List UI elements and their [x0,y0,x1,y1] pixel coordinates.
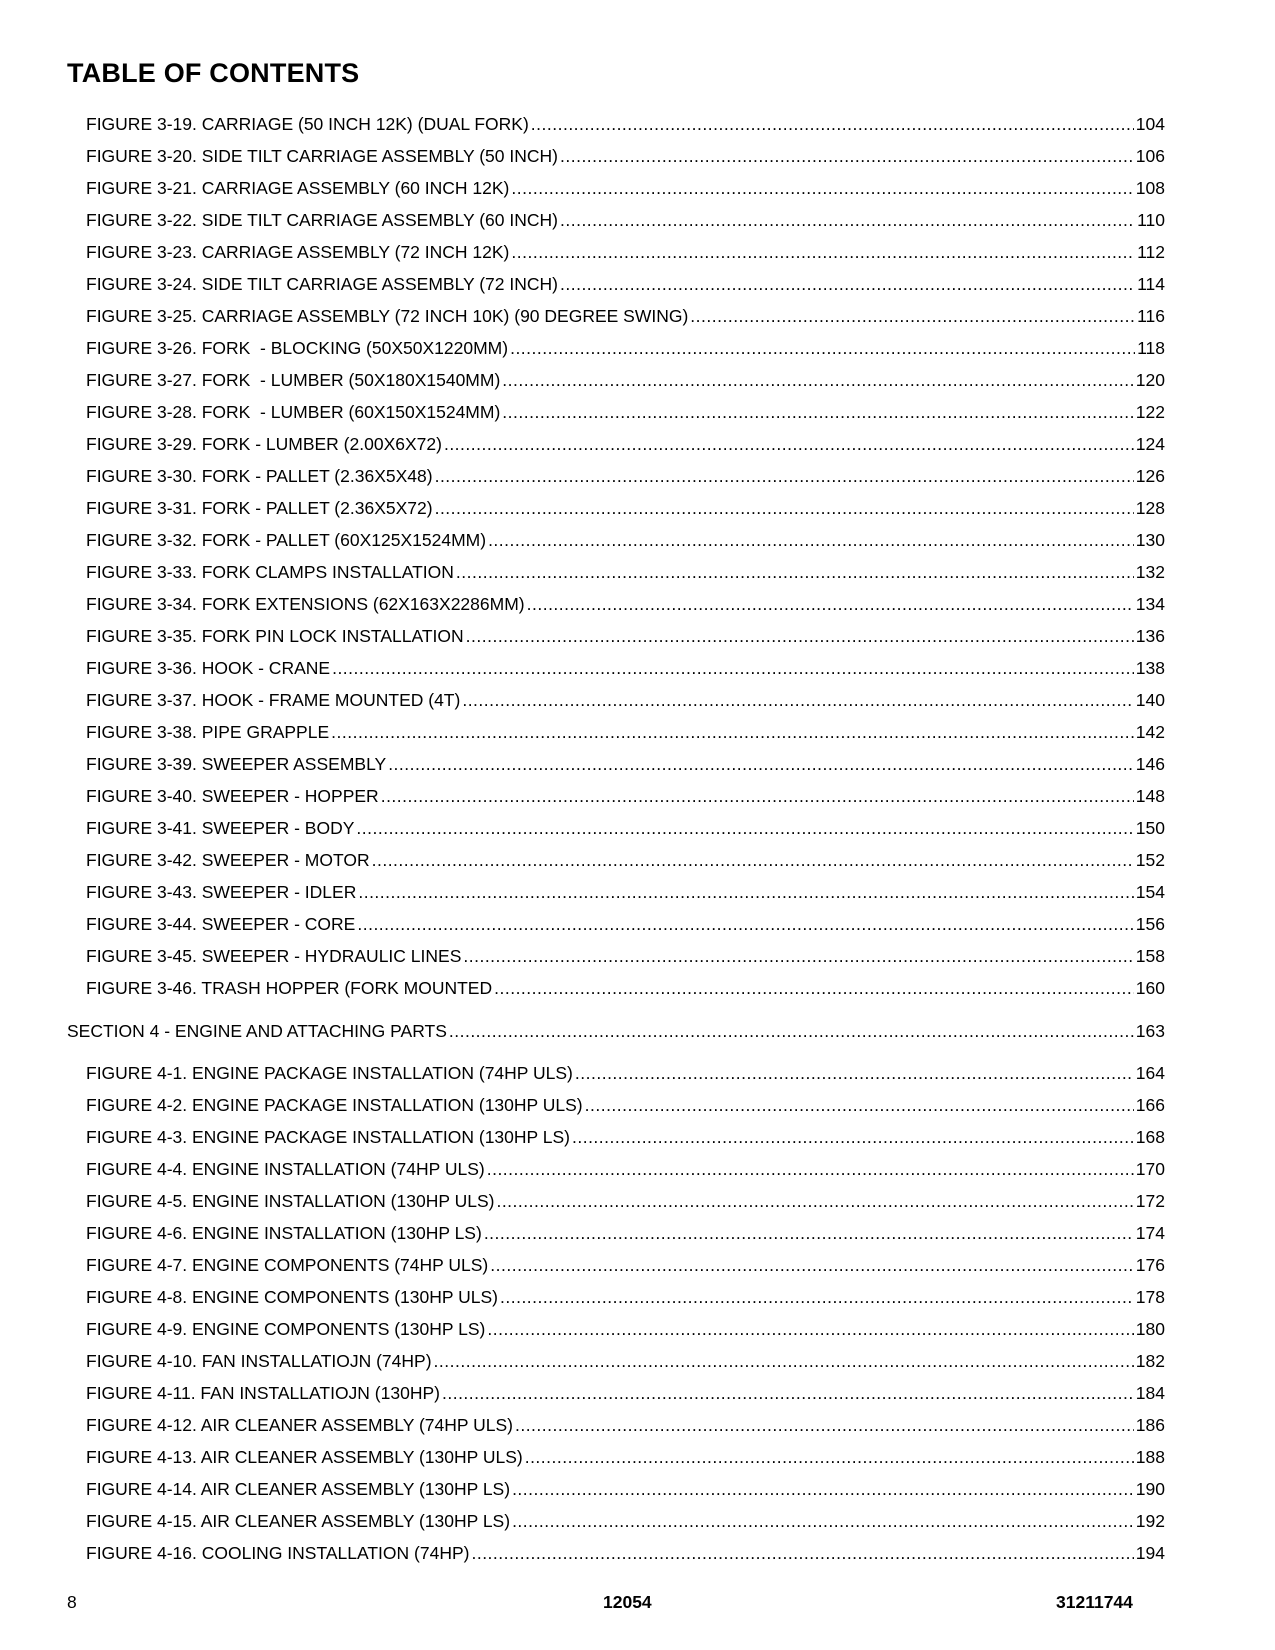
toc-entry[interactable] [67,1057,1165,1089]
toc-entry-title: FIGURE 3-46. TRASH HOPPER (FORK MOUNTED [86,978,493,998]
toc-dot-leader [356,812,1133,844]
toc-entry-page: 108 [1135,178,1165,198]
toc-entry-title: FIGURE 3-32. FORK - PALLET (60X125X1524MM) [86,530,487,550]
toc-dot-leader [484,1217,1134,1249]
toc-entry[interactable] [67,1217,1165,1249]
toc-entry[interactable] [67,108,1165,140]
toc-entry[interactable] [67,460,1165,492]
toc-entry-title: FIGURE 4-9. ENGINE COMPONENTS (130HP LS) [86,1319,486,1339]
toc-entry[interactable] [67,1249,1165,1281]
toc-entry[interactable] [67,1153,1165,1185]
toc-dot-leader [515,1409,1134,1441]
toc-entry[interactable] [67,140,1165,172]
toc-entry-title: FIGURE 3-30. FORK - PALLET (2.36X5X48) [86,466,433,486]
toc-dot-leader [560,268,1135,300]
toc-entry-page: 188 [1135,1447,1165,1467]
toc-entry-title: FIGURE 3-37. HOOK - FRAME MOUNTED (4T) [86,690,461,710]
toc-dot-leader [560,140,1134,172]
toc-entry[interactable] [67,556,1165,588]
toc-dot-leader [388,748,1134,780]
toc-entry-title: FIGURE 3-20. SIDE TILT CARRIAGE ASSEMBLY (50 INCH) [86,146,558,166]
toc-entry-page: 190 [1135,1479,1165,1499]
toc-dot-leader [585,1089,1134,1121]
toc-entry-title: FIGURE 3-43. SWEEPER - IDLER [86,882,357,902]
toc-dot-leader [511,236,1135,268]
toc-entry-page: 184 [1135,1383,1165,1403]
toc-entry[interactable] [67,812,1165,844]
toc-dot-leader [502,364,1134,396]
toc-entry-title: FIGURE 4-10. FAN INSTALLATIOJN (74HP) [86,1351,432,1371]
toc-entry[interactable] [67,1345,1165,1377]
toc-entry-page: 148 [1135,786,1165,806]
toc-dot-leader [358,876,1133,908]
toc-entry-title: FIGURE 3-19. CARRIAGE (50 INCH 12K) (DUAL FORK) [86,114,529,134]
toc-entry-page: 142 [1135,722,1165,742]
toc-entry-page: 170 [1135,1159,1165,1179]
toc-entry[interactable] [67,364,1165,396]
toc-entry-title: FIGURE 3-42. SWEEPER - MOTOR [86,850,370,870]
toc-dot-leader [490,1249,1134,1281]
toc-entry-title: FIGURE 4-12. AIR CLEANER ASSEMBLY (74HP ULS) [86,1415,513,1435]
toc-entry-page: 168 [1135,1127,1165,1147]
toc-entry-page: 194 [1135,1543,1165,1563]
toc-dot-leader [434,1345,1134,1377]
toc-entry-page: 112 [1137,242,1165,262]
toc-entry-title: FIGURE 3-26. FORK - BLOCKING (50X50X1220MM) [86,338,509,358]
toc-entry-page: 118 [1137,338,1165,358]
toc-entry[interactable] [67,1185,1165,1217]
toc-entry-page: 114 [1137,274,1165,294]
toc-entry-title: FIGURE 3-35. FORK PIN LOCK INSTALLATION [86,626,464,646]
toc-entry-title: FIGURE 4-15. AIR CLEANER ASSEMBLY (130HP LS) [86,1511,511,1531]
toc-dot-leader [500,1281,1134,1313]
toc-entry[interactable] [67,1313,1165,1345]
toc-dot-leader [560,204,1135,236]
toc-entry[interactable] [67,1409,1165,1441]
toc-entry-title: FIGURE 4-4. ENGINE INSTALLATION (74HP ULS) [86,1159,485,1179]
toc-entry-title: SECTION 4 - ENGINE AND ATTACHING PARTS [67,1021,447,1041]
toc-entry[interactable] [67,716,1165,748]
toc-entry[interactable] [67,1505,1165,1537]
toc-entry-title: FIGURE 3-40. SWEEPER - HOPPER [86,786,379,806]
toc-entry-title: FIGURE 4-1. ENGINE PACKAGE INSTALLATION (74HP ULS) [86,1063,573,1083]
toc-dot-leader [494,972,1134,1004]
toc-entry-page: 158 [1135,946,1165,966]
toc-entry-title: FIGURE 3-33. FORK CLAMPS INSTALLATION [86,562,454,582]
toc-entry[interactable] [67,204,1165,236]
toc-entry[interactable] [67,588,1165,620]
toc-entry-page: 166 [1135,1095,1165,1115]
toc-dot-leader [466,620,1134,652]
toc-entry[interactable] [67,972,1165,1004]
toc-entry-title: FIGURE 3-45. SWEEPER - HYDRAULIC LINES [86,946,462,966]
toc-entry-title: FIGURE 3-23. CARRIAGE ASSEMBLY (72 INCH 12K) [86,242,510,262]
toc-dot-leader [575,1057,1134,1089]
toc-entry-title: FIGURE 4-11. FAN INSTALLATIOJN (130HP) [86,1383,440,1403]
toc-entry-title: FIGURE 4-2. ENGINE PACKAGE INSTALLATION (130HP ULS) [86,1095,583,1115]
toc-list [67,108,1165,1569]
toc-entry-title: FIGURE 3-36. HOOK - CRANE [86,658,331,678]
toc-dot-leader [487,1313,1133,1345]
toc-dot-leader [435,492,1134,524]
toc-entry-title: FIGURE 3-39. SWEEPER ASSEMBLY [86,754,387,774]
toc-dot-leader [435,460,1134,492]
toc-dot-leader [531,108,1134,140]
toc-entry[interactable] [67,1473,1165,1505]
toc-dot-leader [463,940,1133,972]
toc-entry-title: FIGURE 3-31. FORK - PALLET (2.36X5X72) [86,498,433,518]
toc-entry[interactable] [67,940,1165,972]
footer-right-code: 31211744 [1056,1592,1133,1612]
toc-entry[interactable] [67,652,1165,684]
toc-entry-page: 122 [1135,402,1165,422]
toc-dot-leader [487,1153,1134,1185]
toc-entry-title: FIGURE 3-29. FORK - LUMBER (2.00X6X72) [86,434,442,454]
toc-entry-title: FIGURE 4-5. ENGINE INSTALLATION (130HP ULS) [86,1191,495,1211]
toc-entry-page: 134 [1135,594,1165,614]
toc-entry-title: FIGURE 4-14. AIR CLEANER ASSEMBLY (130HP LS) [86,1479,511,1499]
toc-dot-leader [527,588,1134,620]
toc-entry-page: 106 [1135,146,1165,166]
toc-entry[interactable] [67,684,1165,716]
toc-entry-page: 132 [1135,562,1165,582]
toc-entry-page: 182 [1135,1351,1165,1371]
toc-entry-title: FIGURE 4-8. ENGINE COMPONENTS (130HP ULS) [86,1287,498,1307]
toc-entry-page: 156 [1135,914,1165,934]
toc-entry-page: 163 [1135,1021,1165,1041]
toc-dot-leader [510,332,1135,364]
toc-entry-page: 138 [1135,658,1165,678]
toc-entry-page: 124 [1135,434,1165,454]
toc-entry[interactable] [67,780,1165,812]
toc-entry-title: FIGURE 3-44. SWEEPER - CORE [86,914,356,934]
toc-entry-title: FIGURE 3-38. PIPE GRAPPLE [86,722,330,742]
toc-entry-title: FIGURE 4-16. COOLING INSTALLATION (74HP) [86,1543,470,1563]
toc-entry-title: FIGURE 3-27. FORK - LUMBER (50X180X1540MM) [86,370,501,390]
toc-dot-leader [502,396,1134,428]
toc-entry-title: FIGURE 4-13. AIR CLEANER ASSEMBLY (130HP ULS) [86,1447,523,1467]
toc-entry-page: 164 [1135,1063,1165,1083]
toc-entry-page: 172 [1135,1191,1165,1211]
toc-entry-title: FIGURE 3-24. SIDE TILT CARRIAGE ASSEMBLY (72 INCH) [86,274,558,294]
toc-entry-page: 136 [1135,626,1165,646]
toc-entry[interactable] [67,620,1165,652]
toc-entry[interactable] [67,908,1165,940]
toc-entry-page: 110 [1137,210,1165,230]
toc-dot-leader [456,556,1134,588]
toc-entry-page: 160 [1135,978,1165,998]
toc-dot-leader [471,1537,1133,1569]
toc-entry-title: FIGURE 4-6. ENGINE INSTALLATION (130HP LS) [86,1223,482,1243]
toc-dot-leader [444,428,1134,460]
toc-dot-leader [572,1121,1134,1153]
toc-entry[interactable] [67,268,1165,300]
toc-entry[interactable] [67,1121,1165,1153]
toc-entry[interactable] [67,876,1165,908]
toc-entry-title: FIGURE 3-34. FORK EXTENSIONS (62X163X2286MM) [86,594,525,614]
toc-entry-title: FIGURE 3-22. SIDE TILT CARRIAGE ASSEMBLY (60 INCH) [86,210,558,230]
toc-entry[interactable] [67,492,1165,524]
toc-dot-leader [690,300,1135,332]
toc-entry[interactable] [67,1281,1165,1313]
toc-entry[interactable] [67,524,1165,556]
toc-entry[interactable] [67,396,1165,428]
page-title: TABLE OF CONTENTS [67,58,360,88]
toc-entry-page: 126 [1135,466,1165,486]
toc-entry[interactable] [67,332,1165,364]
toc-entry[interactable] [67,428,1165,460]
toc-entry-page: 116 [1137,306,1165,326]
toc-entry-page: 128 [1135,498,1165,518]
toc-dot-leader [449,1015,1134,1047]
toc-entry-title: FIGURE 3-28. FORK - LUMBER (60X150X1524MM) [86,402,501,422]
toc-dot-leader [332,652,1134,684]
toc-entry-title: FIGURE 3-25. CARRIAGE ASSEMBLY (72 INCH 10K) (90 DEGREE SWING) [86,306,689,326]
toc-entry-page: 186 [1135,1415,1165,1435]
toc-entry[interactable] [67,300,1165,332]
toc-dot-leader [496,1185,1133,1217]
toc-entry-page: 130 [1135,530,1165,550]
toc-entry-title: FIGURE 4-3. ENGINE PACKAGE INSTALLATION (130HP LS) [86,1127,570,1147]
toc-dot-leader [381,780,1134,812]
toc-entry-page: 140 [1135,690,1165,710]
toc-dot-leader [512,1473,1134,1505]
toc-dot-leader [488,524,1134,556]
toc-dot-leader [442,1377,1134,1409]
toc-entry-page: 104 [1135,114,1165,134]
toc-entry-page: 146 [1135,754,1165,774]
toc-dot-leader [512,1505,1134,1537]
toc-entry-page: 152 [1135,850,1165,870]
toc-entry-page: 154 [1135,882,1165,902]
toc-entry[interactable] [67,1089,1165,1121]
toc-entry[interactable] [67,1537,1165,1569]
toc-entry-title: FIGURE 3-41. SWEEPER - BODY [86,818,355,838]
toc-entry-page: 174 [1135,1223,1165,1243]
toc-entry-page: 120 [1135,370,1165,390]
toc-entry-page: 192 [1135,1511,1165,1531]
toc-entry[interactable] [67,1377,1165,1409]
toc-dot-leader [462,684,1133,716]
footer-page-number: 8 [67,1592,77,1612]
toc-entry[interactable] [67,236,1165,268]
toc-entry-page: 178 [1135,1287,1165,1307]
toc-dot-leader [372,844,1134,876]
toc-entry-title: FIGURE 3-21. CARRIAGE ASSEMBLY (60 INCH 12K) [86,178,510,198]
toc-entry[interactable] [67,172,1165,204]
toc-entry[interactable] [67,1441,1165,1473]
toc-entry[interactable] [67,844,1165,876]
toc-dot-leader [525,1441,1134,1473]
toc-dot-leader [331,716,1134,748]
toc-section-entry[interactable] [67,1015,1165,1047]
toc-dot-leader [357,908,1133,940]
toc-entry[interactable] [67,748,1165,780]
footer-center-code: 12054 [603,1592,652,1612]
toc-entry-page: 176 [1135,1255,1165,1275]
toc-dot-leader [511,172,1133,204]
toc-entry-page: 180 [1135,1319,1165,1339]
toc-entry-page: 150 [1135,818,1165,838]
toc-entry-title: FIGURE 4-7. ENGINE COMPONENTS (74HP ULS) [86,1255,489,1275]
